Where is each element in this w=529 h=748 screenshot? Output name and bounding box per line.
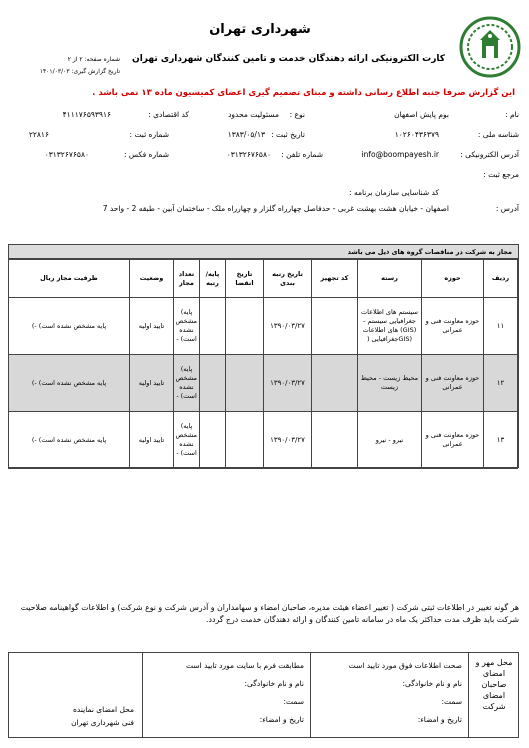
economic-code-label: کد اقتصادی : [148,110,189,119]
col-domain-header: حوزه [422,260,484,298]
company-seal-label: محل مهر و امضای صاحبان امضای شرکت [475,658,513,711]
row-grade [200,412,226,469]
row-domain: حوزه معاونت فنی و عمرانی [422,412,484,469]
col-allowed-count-header: تعداد مجاز [174,260,200,298]
group-table-title: مجاز به شرکت در مناقصات گروه های ذیل می باشد [9,245,518,259]
reg-no-label: شماره ثبت : [129,130,169,139]
col-status-header: وضعیت [130,260,174,298]
address-label: آدرس : [495,204,519,213]
municipality-rep-label [71,703,134,729]
row-expire-date [226,298,264,355]
col1-title: صحت اطلاعات فوق مورد تایید است [348,661,462,670]
municipality-rep-column [9,653,142,737]
email-label: آدرس الکترونیکی : [460,150,519,159]
row-allowed-count: پایه) مشخص نشده است) - [174,298,200,355]
site-match-column [142,653,310,737]
signature-box [8,652,519,738]
report-date-label: تاریخ گزارش گیری: [71,68,120,75]
economic-code-value: ۴۱۱۱۷۶۵۹۳۹۱۶ [62,110,111,119]
phone-label: شماره تلفن : [281,150,323,159]
info-row-name [9,110,519,128]
page-number-label: شماره صفحه: [84,56,120,63]
row-grade [200,355,226,412]
ref-label: مرجع ثبت : [483,170,519,179]
org-id-label: کد شناسایی سازمان برنامه : [349,188,439,197]
info-row-ref [9,170,519,188]
report-date-value: ۱۴۰۱/۰۳/۰۳ [39,68,70,75]
rep-line-1: محل امضای نماینده [73,705,134,714]
national-id-label: شناسه ملی : [477,130,519,139]
phone-value: ۰۳۱۳۲۶۷۶۵۸۰ [226,150,271,159]
tehran-municipality-logo-icon [459,16,521,78]
row-index: ۱۳ [484,412,518,469]
row-status: تایید اولیه [130,355,174,412]
row-capacity: پایه مشخص نشده است) -) [9,298,130,355]
row-allowed-count: پایه) مشخص نشده است) - [174,355,200,412]
row-rank-date: ۱۳۹۰/۰۳/۲۷ [264,412,312,469]
fax-label: شماره فکس : [123,150,169,159]
card-title: کارت الکترونیکی ارائه دهندگان خدمت و تامین کنندگان شهرداری تهران [132,54,445,64]
row-allowed-count: پایه) مشخص نشده است) - [174,412,200,469]
fax-value: ۰۳۱۳۲۶۷۶۵۸۰ [44,150,89,159]
groups-table [8,259,518,469]
company-seal-area [468,653,518,737]
row-equip-code [312,355,358,412]
col1-date-label: تاریخ و امضاء: [417,715,462,724]
row-domain: حوزه معاونت فنی و عمرانی [422,355,484,412]
table-row [9,355,518,412]
col2-name-label: نام و نام خانوادگی: [244,679,304,688]
col1-name-label: نام و نام خانوادگی: [402,679,462,688]
reg-date-value: ۱۳۸۳/۰۵/۱۳ [227,130,265,139]
row-index: ۱۲ [484,355,518,412]
disclaimer-notice: این گزارش صرفا جنبه اطلاع رسانی داشته و مبنای تصمیم گیری اعضای کمیسیون ماده ۱۳ نمی باشد . [92,88,515,98]
row-category: نیرو - نیرو [358,412,422,469]
col-equip-code-header: کد تجهیز [312,260,358,298]
reg-no-value: ۲۲۸۱۶ [28,130,49,139]
company-confirmation-column [310,653,468,737]
type-label: نوع : [289,110,305,119]
col2-position-label: سمت: [283,697,304,706]
row-capacity: پایه مشخص نشده است) -) [9,412,130,469]
org-title: شهرداری تهران [209,22,311,37]
table-header-row [9,260,518,298]
type-value: مسئولیت محدود [228,110,279,119]
col-rank-date-header: تاریخ رتبه بندی [264,260,312,298]
email-value: info@boompayesh.ir [361,150,439,159]
row-equip-code [312,298,358,355]
row-expire-date [226,355,264,412]
table-row [9,412,518,469]
col-expire-date-header: تاریخ انقضا [226,260,264,298]
table-row [9,298,518,355]
row-rank-date: ۱۳۹۰/۰۳/۲۷ [264,355,312,412]
row-rank-date: ۱۳۹۰/۰۳/۲۷ [264,298,312,355]
company-info [9,110,519,222]
address-value: اصفهان - خیابان هشت بهشت غربی - حدفاصل چهارراه گلزار و چهارراه ملک - ساختمان آبین - طبقه 2 - واحد 7 [102,204,449,213]
info-row-address [9,204,519,228]
report-header [0,14,529,84]
row-category: سیستم های اطلاعات جغرافیایی سیستم - (GIS) های اطلاعات (GISجغرافیایی ( [358,298,422,355]
row-expire-date [226,412,264,469]
row-equip-code [312,412,358,469]
col-index-header: ردیف [484,260,518,298]
footer-note: هر گونه تغییر در اطلاعات ثبتی شرکت ( تغییر اعضاء هیئت مدیره، صاحبان امضاء و سهامداران و آدرس شرکت و نوع شرکت) و اطلاعات گواهینامه صلاحیت شرکت باید ظرف مدت حداکثر یک ماه در سامانه تامین کنندگان و ارائه دهندگان خدمت درج گردد. [20,603,519,624]
col-capacity-header: ظرفیت مجاز ریال [9,260,130,298]
row-domain: حوزه معاونت فنی و عمرانی [422,298,484,355]
national-id-value: ۱۰۲۶۰۴۳۶۳۷۹ [394,130,439,139]
rep-line-2: فنی شهرداری تهران [71,718,134,727]
col-grade-header: پایه/ رتبه [200,260,226,298]
col1-position-label: سمت: [441,697,462,706]
row-status: تایید اولیه [130,412,174,469]
groups-table-container [8,244,519,468]
page-number-value: ۲ از ۲ [67,56,83,63]
row-index: ۱۱ [484,298,518,355]
name-value: بوم پایش اصفهان [394,110,449,119]
col-category-header: رسته [358,260,422,298]
page-info [10,54,120,78]
info-row-contact [9,150,519,168]
col2-title: مطابقت فرم با سایت مورد تایید است [185,661,304,670]
row-grade [200,298,226,355]
name-label: نام : [505,110,519,119]
reg-date-label: تاریخ ثبت : [271,130,305,139]
row-category: محیط زیست - محیط زیست [358,355,422,412]
col2-date-label: تاریخ و امضاء: [259,715,304,724]
row-capacity: پایه مشخص نشده است) -) [9,355,130,412]
row-status: تایید اولیه [130,298,174,355]
info-row-national [9,130,519,148]
